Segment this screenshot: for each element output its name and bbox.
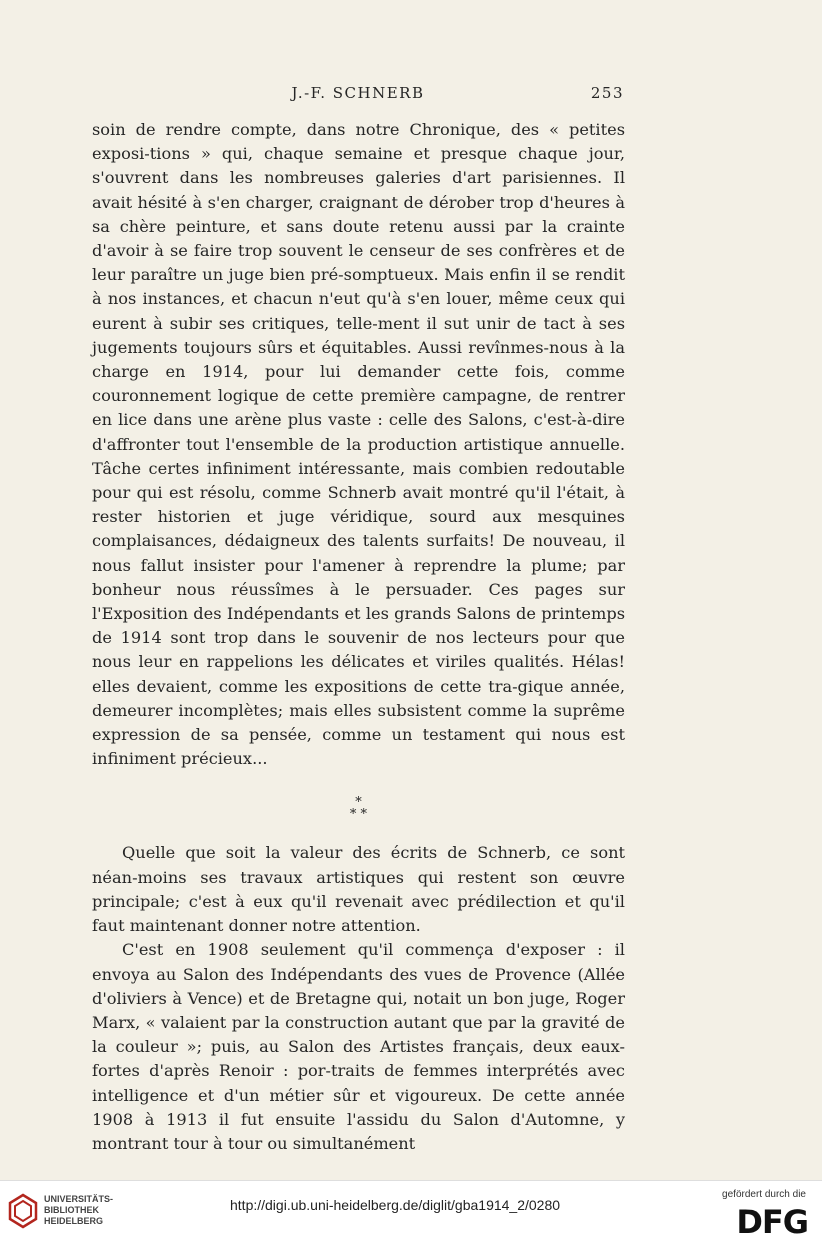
library-line-3: HEIDELBERG: [44, 1216, 104, 1226]
body-text: [92, 118, 625, 1156]
separator-top-star: *: [355, 795, 362, 811]
university-library-logo-icon: [8, 1193, 38, 1229]
permalink-url[interactable]: http://digi.ub.uni-heidelberg.de/diglit/gba1914_2/0280: [230, 1197, 561, 1213]
paragraph-2: Quelle que soit la valeur des écrits de Schnerb, ce sont néan-moins ses travaux artistiques qui restent son œuvre principale; c'est à eux qu'il revenait avec prédilection et qu'il faut maintenant donner notre attention.: [92, 843, 625, 936]
dfg-logo: DFG: [736, 1203, 808, 1241]
page-number: 253: [590, 84, 624, 102]
section-separator: [92, 797, 625, 821]
running-head: [92, 84, 624, 106]
paragraph-3: C'est en 1908 seulement qu'il commença d'exposer : il envoya au Salon des Indépendants des vues de Provence (Allée d'oliviers à Vence) et de Bretagne qui, notait un bon juge, Roger Marx, « valaient par la construction autant que par la gravité de la couleur »; puis, au Salon des Artistes français, deux eaux-fortes d'après Renoir : por-traits de femmes interprétés avec intelligence et d'un métier sûr et vigoureux. De cette année 1908 à 1913 il fut ensuite l'assidu du Salon d'Automne, y montrant tour à tour ou simultanément: [92, 940, 625, 1153]
library-line-1: UNIVERSITÄTS-: [44, 1194, 114, 1204]
running-head-title: J.-F. SCHNERB: [291, 84, 425, 102]
digitization-footer: [0, 1180, 822, 1242]
funded-by-label: gefördert durch die: [722, 1189, 806, 1200]
paragraph-1: soin de rendre compte, dans notre Chronique, des « petites exposi-tions » qui, chaque semaine et presque chaque jour, s'ouvrent dans les nombreuses galeries d'art parisiennes. Il avait hésité à s'en charger, craignant de dérober trop d'heures à sa chère peinture, et sans doute retenu aussi par la crainte d'avoir à se faire trop souvent le censeur de ses confrères et de leur paraître un juge bien pré-somptueux. Mais enfin il se rendit à nos instances, et chacun n'eut qu'à s'en louer, même ceux qui eurent à subir ses critiques, telle-ment il sut unir de tact à ses jugements toujours sûrs et équitables. Aussi revînmes-nous à la charge en 1914, pour lui demander cette fois, comme couronnement logique de cette première campagne, de rentrer en lice dans une arène plus vaste : celle des Salons, c'est-à-dire d'affronter tout l'ensemble de la production artistique annuelle. Tâche certes infiniment intéressante, mais combien redoutable pour qui est résolu, comme Schnerb avait montré qu'il l'était, à rester historien et juge véridique, sourd aux mesquines complaisances, dédaigneux des talents surfaits! De nouveau, il nous fallut insister pour l'amener à reprendre la plume; par bonheur nous réussîmes à le persuader. Ces pages sur l'Exposition des Indépendants et les grands Salons de printemps de 1914 sont trop dans le souvenir de nos lecteurs pour que nous leur en rappelions les délicates et viriles qualités. Hélas! elles devaient, comme les expositions de cette tra-gique année, demeurer incomplètes; mais elles subsistent comme la suprême expression de sa pensée, comme un testament qui nous est infiniment précieux...: [92, 120, 625, 769]
library-line-2: BIBLIOTHEK: [44, 1205, 99, 1215]
library-name: [44, 1194, 113, 1227]
separator-bottom-stars: * *: [349, 807, 368, 823]
